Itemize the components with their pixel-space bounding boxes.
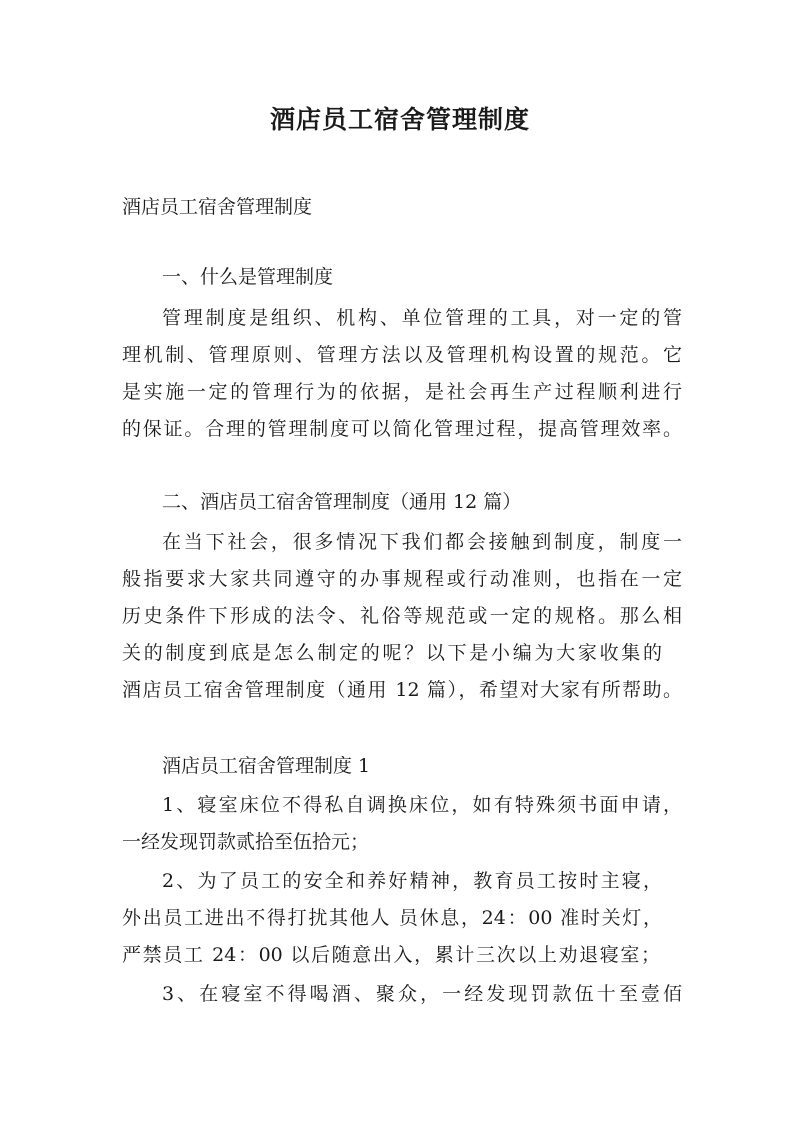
section-heading-general: 二、酒店员工宿舍管理制度（通用 12 篇）	[162, 491, 522, 513]
document-subtitle: 酒店员工宿舍管理制度	[122, 196, 313, 218]
paragraph-line: 的保证。合理的管理制度可以简化管理过程，提高管理效率。	[122, 418, 682, 440]
paragraph-line: 般指要求大家共同遵守的办事规程或行动准则，也指在一定	[122, 568, 682, 590]
paragraph-line: 在当下社会，很多情况下我们都会接触到制度，制度一	[162, 531, 682, 553]
section-heading-rules-1: 酒店员工宿舍管理制度 1	[162, 755, 371, 777]
paragraph-line: 酒店员工宿舍管理制度（通用 12 篇），希望对大家有所帮助。	[122, 679, 682, 701]
rule-line: 3、在寝室不得喝酒、聚众，一经发现罚款伍十至壹佰	[162, 983, 682, 1005]
paragraph-line: 管理制度是组织、机构、单位管理的工具，对一定的管	[162, 307, 682, 329]
paragraph-line: 关的制度到底是怎么制定的呢？以下是小编为大家收集的	[122, 642, 662, 664]
paragraph-line: 历史条件下形成的法令、礼俗等规范或一定的规格。那么相	[122, 605, 682, 627]
section-heading-what-is: 一、什么是管理制度	[162, 266, 334, 288]
paragraph-line: 理机制、管理原则、管理方法以及管理机构设置的规范。它	[122, 344, 682, 366]
rule-line: 外出员工进出不得打扰其他人 员休息，24：00 准时关灯，	[122, 907, 662, 929]
document-title: 酒店员工宿舍管理制度	[269, 105, 530, 134]
rule-line: 2、为了员工的安全和养好精神，教育员工按时主寝，	[162, 870, 662, 892]
rule-line: 一经发现罚款贰拾至伍拾元；	[122, 831, 370, 853]
rule-line: 严禁员工 24：00 以后随意出入，累计三次以上劝退寝室；	[122, 944, 660, 966]
paragraph-line: 是实施一定的管理行为的依据，是社会再生产过程顺利进行	[122, 381, 682, 403]
rule-line: 1、寝室床位不得私自调换床位，如有特殊须书面申请，	[162, 794, 682, 816]
